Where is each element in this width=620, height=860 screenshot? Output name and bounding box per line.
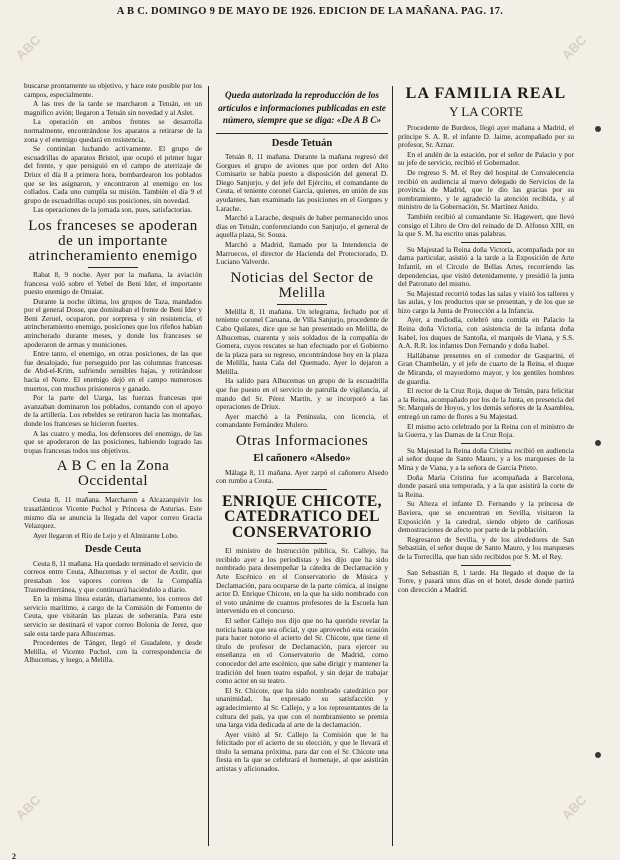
paragraph: El ministro de Instrucción pública, Sr. Callejo, ha recibido ayer a los periodistas y les dijo que ha sido nombrado para desempeñar la cátedra de Declamación y Arte Escénico en el Conservatorio de Música y Declamación, para ocuparse de la parte cómica, al insigne actor D. Enrique Chicote, en la que ha sido nombrado con el voto unánime de cuantos profesores de la Escuela han intervenido en el concurso. xyxy=(216,546,388,616)
paragraph: Tetuán 8, 11 mañana. Durante la mañana regresó del Gorgues el grupo de aviones que por orden del Alto Comisario se había puesto a disposición del general D. Diego Sanjurjo, y del jefe del Ejército, el comandante de Ceuta, el teniente coronel García, quienes, en unión de sus ayudantes, han examinado las posiciones en el Gorgues y Larache. xyxy=(216,152,388,213)
column-3 xyxy=(398,82,574,595)
watermark: ABC xyxy=(558,792,590,823)
paragraph: Rabat 8, 9 noche. Ayer por la mañana, la aviación francesa voló sobre el Yebel de Beni Ider, el importante puesto enemigo de Omaiat. xyxy=(24,269,202,297)
divider xyxy=(88,492,138,493)
paragraph: Ayer, a mediodía, celebró una comida en Palacio la Reina doña Victoria, con asistencia de la infanta doña Isabel, los duques de Santoña, el marqués de Viana, y S.S. A.A. R.R. los infantes Don Fernando y doña Isabel. xyxy=(398,315,574,351)
paragraph: Ayer visitó al Sr. Callejo la Comisión que le ha felicitado por el acierto de su elección, y que le llevará el título la semana próxima, para dar con el Sr. Chicote una fiesta en la que se celebrará el homenaje, al que asistirán artistas y aficionados. xyxy=(216,729,388,774)
headline-otras-informaciones: Otras Informaciones xyxy=(235,433,369,450)
paragraph: Se continúan luchando activamente. El grupo de escuadrillas de aparatos Bristol, que ocupó el primer lugar del frente, y que persiguió en el campo de aterrizaje de Driux el día 8 a primera hora, bombardearon los poblados que se les asignaron, y encontraron al enemigo en los collados. Cada uno cumplía su misión. También el día 9 el grupo de escuadrillas ocupó sus posiciones, sin novedad. xyxy=(24,144,202,205)
paragraph: A las tres de la tarde se marcharon a Tetuán, en un magnifico avión; llegaron a Tetuán sin novedad y al Aslet. xyxy=(24,99,202,117)
masthead: A B C. DOMINGO 9 DE MAYO DE 1926. EDICION DE LA MAÑANA. PAG. 17. xyxy=(116,6,504,17)
paragraph: Su Majestad recorrió todas las salas y visitó los talleres y las aulas, y los productos que se presentan, y de los que se hizo cargo la Junta de Protección a la Infancia. xyxy=(398,288,574,315)
paragraph: El rector de la Cruz Roja, duque de Tetuán, para felicitar a la Reina, acompañado por los de la Junta, en presencia del Sr. Marqués de Hoyos, y los demás señores de la Asamblea, entregó un ramo de flores a Su Majestad. xyxy=(398,386,574,421)
paragraph: Por la parte del Uarga, las fuerzas francesas que avanzaban dominaron los poblados, contando con el apoyo de la artillería. Los rebeldes se retiraron hacia las montañas, donde los franceses se hicieron fuertes. xyxy=(24,393,202,428)
subhead-desde-tetuan: Desde Tetuán xyxy=(271,137,333,149)
binding-hole-icon xyxy=(595,752,601,758)
divider xyxy=(461,242,511,243)
paragraph: Procedentes de Tánger, llegó el Guadalete, y desde Melilla, el Vicente Puchol, con la correspondencia de Alhucemas, y luego, a Melilla. xyxy=(24,638,202,665)
paragraph: También recibió al comandante Sr. Hagewert, que llevó consigo el Libro de Oro del reinado de D. Alfonso XIII, en la que S. M. ha escrito unas palabras. xyxy=(398,211,574,239)
paragraph: Las operaciones de la jornada son, pues, satisfactorias. xyxy=(33,205,193,215)
paragraph: Ceuta 8, 11 mañana. Marcharon a Alcazarquivir los trasatlánticos Vicente Puchol y Princesa de Asturias. Este mismo día se anuncia la llegada del vapor correo Gracia Velazquez. xyxy=(24,495,202,531)
subhead-canonero: El cañonero «Alsedo» xyxy=(253,453,351,465)
headline-melilla: Noticias del Sector de Melilla xyxy=(230,269,374,301)
divider xyxy=(277,489,327,490)
headline-chicote: ENRIQUE CHICOTE, CATEDRATICO DEL CONSERVATORIO xyxy=(222,492,382,541)
binding-hole-icon xyxy=(595,126,601,132)
paragraph: En la misma línea estarán, diariamente, los correos del servicio marítimo, a cargo de la Comisión de Fomento de Ceuta, que visitarán las plazas de soberanía. Para este servicio se destinará el vapor correo Bolonia de Jerez, que sale esta tarde para Alhucemas. xyxy=(24,594,202,638)
divider xyxy=(461,443,511,444)
paragraph: Entre tanto, el enemigo, en otras posiciones, de las que fue desalojado, fue perseguido por las columnas francesas de Abd-el-Krim, sufriendo sensibles bajas, y retirándose hacia el Norte. El enemigo dejó en el campo numerosos muertos, con muchos prisioneros y ganado. xyxy=(24,349,202,393)
column-rule xyxy=(208,86,209,846)
divider xyxy=(277,543,327,544)
page-number: 2 xyxy=(12,852,16,860)
paragraph: Su Majestad la Reina doña Cristina recibió en audiencia al señor duque de Santo Mauro, y a los marqueses de la Mina y de Viana, y a la señora de García Prieto. xyxy=(398,445,574,472)
paragraph: Durante la noche última, los grupos de Taza, mandados por el general Dosse, que dominaban el frente de Beni Ider y Beni Zeruel, ocuparon, por sorpresa y sin resistencia, el atrincheramiento enemigo, posiciones que los rifeños habían atrincherado durante meses, y donde los franceses se apoderaron de armas y municiones. xyxy=(24,296,202,349)
paragraph: buscarse prontamente su objetivo, y hace este posible por los campos, especialmente. xyxy=(24,81,202,99)
subhead-desde-ceuta: Desde Ceuta xyxy=(84,544,142,556)
column-1 xyxy=(24,82,202,666)
paragraph: De regreso S. M. el Rey del hospital de Convalecencia recibió en audiencia al nuevo delegado de Servicios de la provincia de Madrid, que le dio las gracias por su nombramiento, y le agradeció la atención recibida, y al ministro de la Gobernación, Sr. Martínez Anido. xyxy=(398,167,574,212)
paragraph: Su Majestad la Reina doña Victoria, acompañada por su dama particular, asistió a la tarde a la Exposición de Arte Infantil, en el Círculo de Bellas Artes, recorriendo las dependencias, que visitó detenidamente, y presidió la junta del Patronato del mismo. xyxy=(398,244,574,289)
watermark: ABC xyxy=(12,32,44,63)
headline-la-corte: Y LA CORTE xyxy=(449,104,523,119)
paragraph: San Sebastián 8, 1 tarde. Ha llegado el duque de la Torre, y pasará unos días en el hotel, desde donde partirá con dirección a Madrid. xyxy=(398,567,574,594)
headline-zona-occidental: A B C en la Zona Occidental xyxy=(56,458,170,490)
paragraph: El señor Callejo nos dijo que no ha querido revelar la noticia hasta que sea oficial, y que aprovechó esta ocasión para hacer notorio el acierto del Sr. Chicote, que tiene el título de profesor de Declamación, para ejercer su enseñanza en el Conservatorio de Madrid, como conocedor del arte escénico, que sabe dirigir y mantener la tradición del buen teatro español, y sin dejar de trabajar como actor en su teatro. xyxy=(216,615,388,686)
paragraph: Ceuta 8, 11 mañana. Ha quedado terminado el servicio de correos entre Ceuta, Alhucemas y el sector de Axdir, que prestaban los vapores correos de la Compañía Trasmediterránea, y que continuará haciéndolo a diario. xyxy=(24,558,202,594)
paragraph: Su Alteza el infante D. Fernando y la princesa de Baviera, que se encuentran en Sevilla, visitaron la Exposición y la catedral, siendo objeto de cariñosas demostraciones de afecto por parte de la población. xyxy=(398,499,574,535)
paragraph: Regresaron de Sevilla, y de los alrededores de San Sebastián, el señor duque de Santo Mauro, y los marqueses de la Torrecilla, que han sido recibidos por S. M. el Rey. xyxy=(398,534,574,561)
paragraph: Doña María Cristina fue acompañada a Barcelona, donde pasará una temporada, y a la que asistirá la corte de la Reina. xyxy=(398,472,574,499)
paragraph: Málaga 8, 11 mañana. Ayer zarpó el cañonero Alsedo con rumbo a Ceuta. xyxy=(216,467,388,486)
divider xyxy=(88,267,138,268)
paragraph: Hallábanse presentes en el comedor de Gasparini, el Gran Chambelán, y el jefe de cuarto de la Reina, el duque de Miranda, el mayordomo mayor, y los gentiles hombres de guardia. xyxy=(398,350,574,386)
paragraph: Ayer llegaron el Río de Lejo y el Almirante Lobo. xyxy=(33,530,179,540)
paragraph: A las cuatro y media, los defensores del enemigo, de las que se apoderaron de las posiciones, habiendo logrado las tropas francesas todos sus objetivos. xyxy=(24,428,202,455)
paragraph: El mismo acto celebrado por la Reina con el ministro de la Guerra, y las Damas de la Cruz Roja. xyxy=(398,421,574,440)
binding-hole-icon xyxy=(595,440,601,446)
column-2 xyxy=(216,86,388,775)
divider xyxy=(277,304,327,305)
paragraph: Melilla 8, 11 mañana. Un telegrama, fechado por el teniente coronel Caruana, de Villa Sanjurjo, procedente de Cabo Quilates, dice que se han presentado en Melilla, de Alhucemas, cuarenta y seis soldados de la compañía de Gomera, cuyos rescates se han efectuado por el Gobierno de la plaza para su regreso, encontrándose hoy en la plaza de Melilla, hasta Cala del Quemado. Ayer lo dejaron a Melilla. xyxy=(216,306,388,376)
watermark: ABC xyxy=(12,792,44,823)
paragraph: Marchó a Madrid, llamado por la Intendencia de Marruecos, el director de Hacienda del Protectorado, D. Luciano Valverde. xyxy=(216,239,388,267)
paragraph: Procedente de Burdeos, llegó ayer mañana a Madrid, el príncipe S. A. R. el infante D. Jaime, acompañado por su profesor, Sr. Aznar. xyxy=(398,123,574,150)
paragraph: El Sr. Chicote, que ha sido nombrado catedrático por unanimidad, ha expresado su satisfacción y agradecimiento al Sr. Callejo, y a los representantes de la cultura del país, ya que con el nombramiento se premia una larga vida dedicada al arte de la declamación. xyxy=(216,685,388,730)
paragraph: La operación en ambos frentes se desarrolla normalmente, encontrándose los aparatos a retirarse de la zona y el enemigo quedará en resistencia. xyxy=(24,117,202,144)
watermark: ABC xyxy=(558,32,590,63)
divider xyxy=(461,565,511,566)
paragraph: Ha salido para Alhucemas un grupo de la escuadrilla que fue puesto en el servicio de patrulla de vigilancia, al mando del Sr. Pérez Martín, y se incorporó a las operaciones de Driux. xyxy=(216,376,388,412)
paragraph: Ayer marchó a la Península, con licencia, el comandante Fernández Mulero. xyxy=(216,411,388,430)
headline-franceses: Los franceses se apoderan de un importante atrincheramiento enemigo xyxy=(28,217,198,264)
paragraph: Marchó a Larache, después de haber permanecido unos días en Tetuán, conferenciando con Sanjurjo, el general de aquella plaza, Sr. Souza. xyxy=(216,213,388,240)
headline-familia-real: LA FAMILIA REAL xyxy=(405,85,567,102)
reproduction-notice: Queda autorizada la reproducción de los artículos e informaciones publicadas en este número, siempre que se diga: «De A B C» xyxy=(216,86,388,134)
column-rule xyxy=(392,86,393,846)
paragraph: En el andén de la estación, por el señor de Palacio y por su jefe de servicio, recibió el Gobernador. xyxy=(398,149,574,168)
